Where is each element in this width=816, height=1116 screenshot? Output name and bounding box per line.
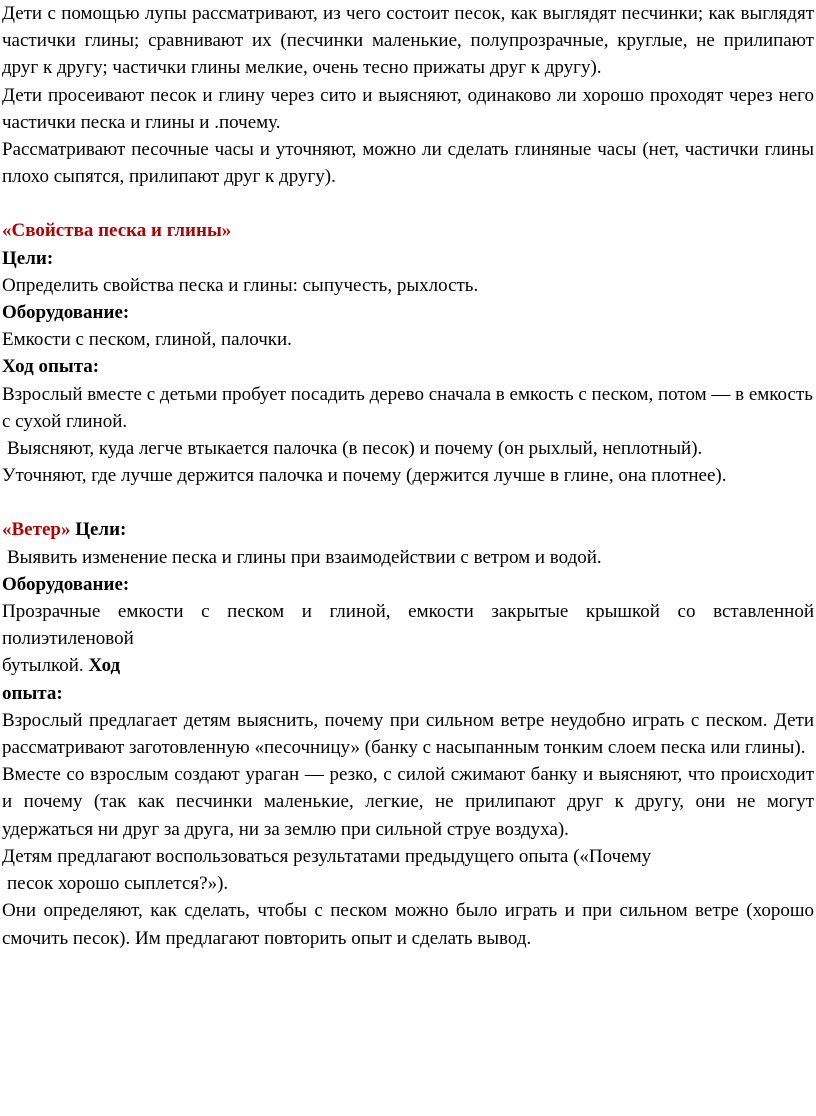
exp2-process-label-2: опыта: [2, 682, 63, 704]
exp2-process-4: Они определяют, как сделать, чтобы с песком можно было играть и при сильном ветре (хорошо смочить песок). Им предлагают повторить опыт и сделать вывод. [2, 900, 814, 949]
exp2-equipment-2-line [2, 652, 814, 679]
exp2-process-3b: песок хорошо сыплется?»). [7, 873, 229, 895]
exp1-goals: Определить свойства песка и глины: сыпучесть, рыхлость. [2, 274, 479, 296]
intro-paragraph-3: Рассматривают песочные часы и уточняют, можно ли сделать глиняные часы (нет, частички глины плохо сыпятся, прилипают друг к другу). [2, 139, 814, 188]
spacer [2, 190, 814, 217]
exp1-process-1: Взрослый вместе с детьми пробует посадить дерево сначала в емкость с песком, потом — в емкость с сухой глиной. [2, 383, 813, 432]
exp1-process-3: Уточняют, где лучше держится палочка и почему (держится лучше в глине, она плотнее). [2, 465, 727, 487]
exp2-heading [2, 516, 814, 543]
exp1-goals-label: Цели: [2, 247, 54, 269]
exp2-goals-label: Цели: [75, 519, 127, 541]
exp2-process-2: Вместе со взрослым создают ураган — резко, с силой сжимают банку и выясняют, что происходит и почему (так как песчинки маленькие, легкие, не прилипают друг к другу, они не могут удержаться ни друг за друга, ни за землю при сильной струе воздуха). [2, 764, 814, 840]
spacer [2, 489, 814, 516]
intro-paragraph-1: Дети с помощью лупы рассматривают, из чего состоит песок, как выглядят песчинки; как выглядят частички глины; сравнивают их (песчинки маленькие, полупрозрачные, круглые, не прилипают друг к другу; частички глины мелкие, очень тесно прижаты друг к другу). [2, 3, 814, 79]
exp2-equipment-2: бутылкой. [2, 655, 84, 677]
exp1-process-2: Выясняют, куда легче втыкается палочка (в песок) и почему (он рыхлый, неплотный). [7, 438, 703, 460]
exp2-goals: Выявить изменение песка и глины при взаимодействии с ветром и водой. [7, 546, 602, 568]
exp1-title: «Свойства песка и глины» [2, 220, 232, 242]
exp2-process-label-1: Ход [88, 655, 121, 677]
exp2-equipment-1: Прозрачные емкости с песком и глиной, емкости закрытые крышкой со вставленной полиэтиленовой [2, 601, 814, 650]
exp2-process-1: Взрослый предлагает детям выяснить, почему при сильном ветре неудобно играть с песком. Дети рассматривают заготовленную «песочницу» (банку с насыпанным тонким слоем песка или глины). [2, 709, 814, 759]
exp1-equipment-label: Оборудование: [2, 302, 130, 324]
exp2-title: «Ветер» [2, 519, 71, 541]
exp1-equipment: Емкости с песком, глиной, палочки. [2, 329, 292, 351]
exp2-process-3a: Детям предлагают воспользоваться результатами предыдущего опыта («Почему [2, 845, 652, 867]
intro-paragraph-2: Дети просеивают песок и глину через сито и выясняют, одинаково ли хорошо проходят через него частички песка и глины и .почему. [2, 84, 814, 133]
exp1-process-label: Ход опыта: [2, 356, 100, 378]
exp2-equipment-label: Оборудование: [2, 573, 130, 595]
